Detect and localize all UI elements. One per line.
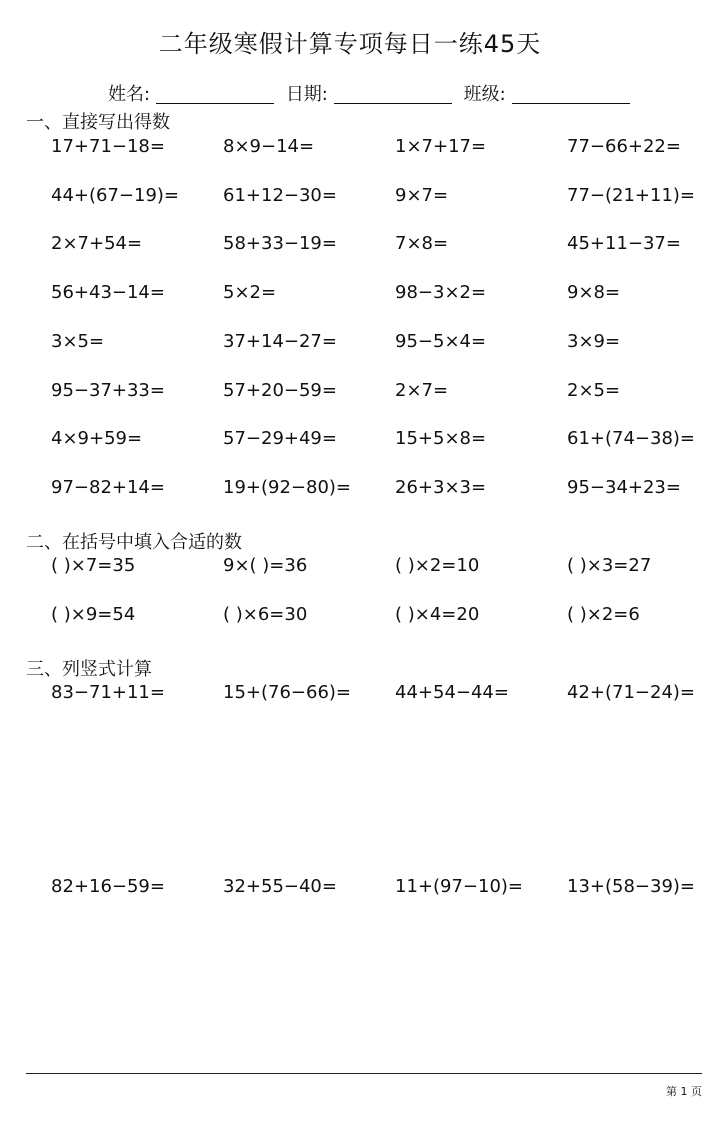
problem: 57+20−59= — [223, 380, 337, 401]
vertical-problem: 42+(71−24)= — [567, 682, 696, 703]
problem-row — [51, 604, 711, 628]
class-label: 班级: — [463, 84, 506, 105]
section-1-title: 一、直接写出得数 — [26, 112, 170, 133]
fill-in-problem: ( )×7=35 — [51, 555, 136, 576]
problem-row — [51, 477, 711, 501]
problem-row — [51, 136, 711, 160]
problem: 4×9+59= — [51, 428, 143, 449]
problem: 98−3×2= — [395, 282, 487, 303]
vertical-problem: 15+(76−66)= — [223, 682, 352, 703]
problem: 61+12−30= — [223, 185, 337, 206]
problem: 2×5= — [567, 380, 621, 401]
problem: 97−82+14= — [51, 477, 165, 498]
problem-row — [51, 380, 711, 404]
problem: 1×7+17= — [395, 136, 487, 157]
fill-in-problem: ( )×9=54 — [51, 604, 136, 625]
vertical-problem: 44+54−44= — [395, 682, 509, 703]
problem: 77−(21+11)= — [567, 185, 696, 206]
fill-in-problem: ( )×4=20 — [395, 604, 480, 625]
problem: 45+11−37= — [567, 233, 681, 254]
date-label: 日期: — [285, 84, 328, 105]
problem: 58+33−19= — [223, 233, 337, 254]
fill-in-problem: ( )×3=27 — [567, 555, 652, 576]
class-field[interactable] — [464, 80, 630, 106]
class-blank[interactable] — [512, 85, 630, 104]
problem: 57−29+49= — [223, 428, 337, 449]
problem: 95−37+33= — [51, 380, 165, 401]
problem-row — [51, 428, 711, 452]
date-field[interactable] — [286, 80, 452, 106]
problem: 44+(67−19)= — [51, 185, 180, 206]
fill-in-problem: 9×( )=36 — [223, 555, 308, 576]
problem: 3×9= — [567, 331, 621, 352]
problem: 9×7= — [395, 185, 449, 206]
vertical-problem: 11+(97−10)= — [395, 876, 524, 897]
problem: 9×8= — [567, 282, 621, 303]
problem: 8×9−14= — [223, 136, 315, 157]
problem: 2×7= — [395, 380, 449, 401]
name-blank[interactable] — [156, 85, 274, 104]
name-label: 姓名: — [108, 84, 151, 105]
problem: 61+(74−38)= — [567, 428, 696, 449]
fill-in-problem: ( )×2=10 — [395, 555, 480, 576]
problem: 2×7+54= — [51, 233, 143, 254]
problem-row — [51, 682, 711, 706]
vertical-problem: 83−71+11= — [51, 682, 165, 703]
page-title: 二年级寒假计算专项每日一练45天 — [158, 30, 542, 58]
vertical-problem: 13+(58−39)= — [567, 876, 696, 897]
vertical-problem: 82+16−59= — [51, 876, 165, 897]
section-3-title: 三、列竖式计算 — [26, 659, 152, 680]
vertical-problem: 32+55−40= — [223, 876, 337, 897]
problem-row — [51, 282, 711, 306]
section-2-title: 二、在括号中填入合适的数 — [26, 532, 242, 553]
name-field[interactable] — [108, 80, 274, 106]
problem: 77−66+22= — [567, 136, 681, 157]
fill-in-problem: ( )×6=30 — [223, 604, 308, 625]
problem-row — [51, 331, 711, 355]
problem: 5×2= — [223, 282, 277, 303]
problem: 26+3×3= — [395, 477, 487, 498]
problem: 95−5×4= — [395, 331, 487, 352]
student-info — [108, 80, 636, 106]
problem-row — [51, 185, 711, 209]
footer-divider — [26, 1073, 702, 1074]
problem: 17+71−18= — [51, 136, 165, 157]
fill-in-problem: ( )×2=6 — [567, 604, 640, 625]
problem: 3×5= — [51, 331, 105, 352]
problem: 15+5×8= — [395, 428, 487, 449]
problem: 37+14−27= — [223, 331, 337, 352]
problem: 7×8= — [395, 233, 449, 254]
problem-row — [51, 876, 711, 900]
date-blank[interactable] — [334, 85, 452, 104]
problem-row — [51, 233, 711, 257]
problem: 95−34+23= — [567, 477, 681, 498]
problem: 19+(92−80)= — [223, 477, 352, 498]
page-number: 第 1 页 — [666, 1085, 702, 1098]
problem: 56+43−14= — [51, 282, 165, 303]
problem-row — [51, 555, 711, 579]
